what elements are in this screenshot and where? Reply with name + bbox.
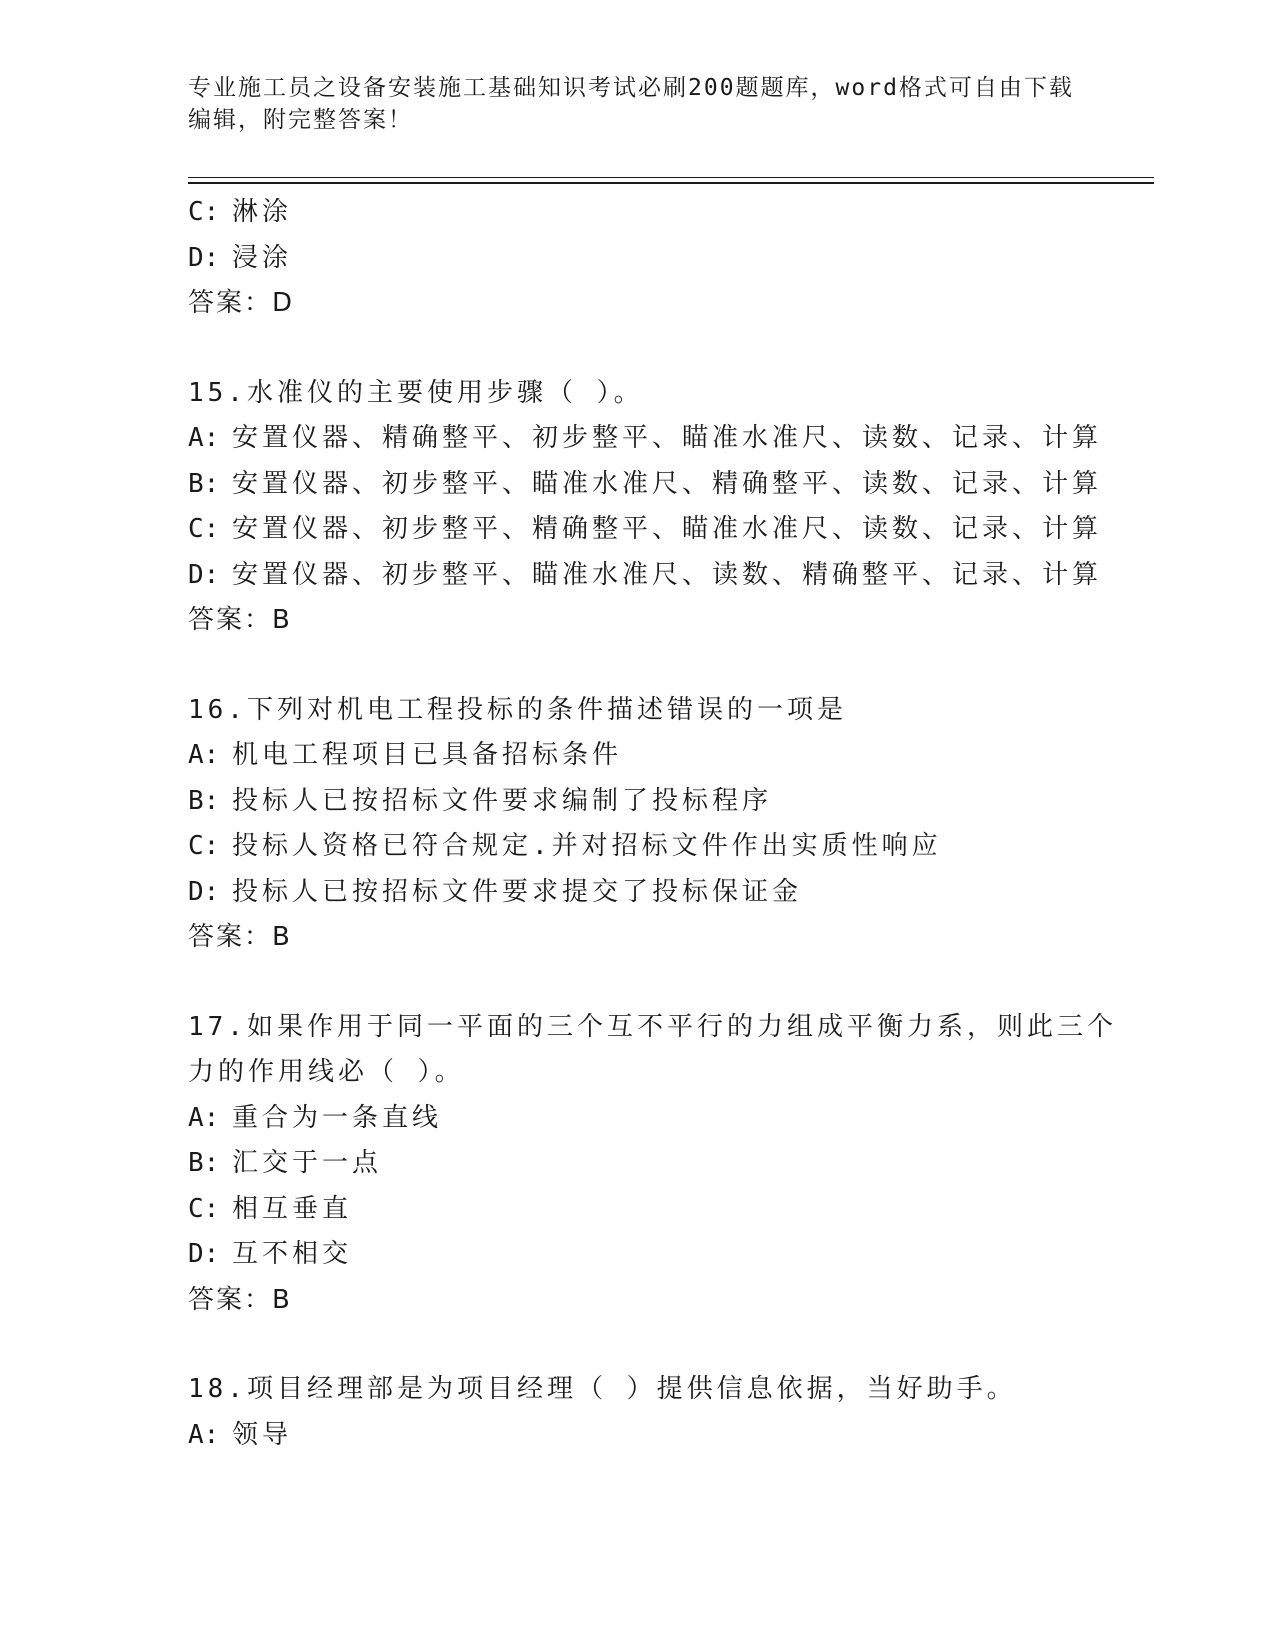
option-d xyxy=(188,1232,1088,1278)
question-text: 18.项目经理部是为项目经理（ ）提供信息依据，当好助手。 xyxy=(188,1374,1017,1404)
option-text: 相互垂直 xyxy=(232,1193,353,1224)
option-text: 安置仪器、初步整平、瞄准水准尺、读数、精确整平、记录、计算 xyxy=(232,559,1103,590)
option-key: D: xyxy=(188,876,220,907)
option-text: 浸涂 xyxy=(232,242,293,273)
option-a xyxy=(188,733,1088,779)
option-key: A: xyxy=(188,1102,220,1133)
question-block-16 xyxy=(188,688,1088,961)
option-text: 安置仪器、精确整平、初步整平、瞄准水准尺、读数、记录、计算 xyxy=(232,423,1103,453)
option-key: D: xyxy=(188,1239,220,1269)
option-c xyxy=(188,1187,1088,1233)
option-key: A: xyxy=(188,740,220,770)
question-text-line1: 17.如果作用于同一平面的三个互不平行的力组成平衡力系，则此三个 xyxy=(188,1011,1117,1042)
answer-line: 答案：B xyxy=(188,605,292,635)
option-b xyxy=(188,779,1088,825)
header-divider-thin xyxy=(188,177,1154,178)
question-block-14 xyxy=(188,190,1088,327)
option-a xyxy=(188,1413,1088,1459)
option-text: 机电工程项目已具备招标条件 xyxy=(232,740,623,770)
spacer xyxy=(188,327,1088,371)
option-key: D: xyxy=(188,242,220,273)
answer-line: 答案：D xyxy=(188,288,295,318)
header-title-line2: 编辑，附完整答案！ xyxy=(188,107,413,133)
option-b xyxy=(188,1141,1088,1187)
option-text: 重合为一条直线 xyxy=(232,1102,443,1133)
option-c xyxy=(188,507,1103,553)
option-text: 投标人已按招标文件要求提交了投标保证金 xyxy=(232,876,803,907)
option-key: C: xyxy=(188,197,220,227)
option-text: 安置仪器、初步整平、精确整平、瞄准水准尺、读数、记录、计算 xyxy=(232,514,1103,544)
option-text: 互不相交 xyxy=(232,1239,353,1269)
option-text: 汇交于一点 xyxy=(232,1148,383,1178)
option-key: B: xyxy=(188,1148,220,1178)
spacer xyxy=(188,961,1088,1005)
option-key: D: xyxy=(188,559,220,590)
question-block-15 xyxy=(188,371,1103,644)
option-text: 安置仪器、初步整平、瞄准水准尺、精确整平、读数、记录、计算 xyxy=(232,468,1103,499)
spacer xyxy=(188,1323,1088,1367)
option-key: B: xyxy=(188,785,220,816)
option-key: C: xyxy=(188,1193,220,1224)
option-key: A: xyxy=(188,423,220,453)
option-text: 淋涂 xyxy=(232,197,293,227)
spacer xyxy=(188,644,1088,688)
option-key: B: xyxy=(188,468,220,499)
option-text: 领导 xyxy=(232,1419,293,1450)
question-text: 16.下列对机电工程投标的条件描述错误的一项是 xyxy=(188,694,847,725)
document-header xyxy=(188,72,1088,136)
question-block-17 xyxy=(188,1005,1117,1324)
option-key: C: xyxy=(188,831,220,861)
option-key: C: xyxy=(188,514,220,544)
question-list xyxy=(188,190,1117,1458)
option-c xyxy=(188,824,1088,870)
option-text: 投标人已按招标文件要求编制了投标程序 xyxy=(232,785,773,816)
header-title-line1: 专业施工员之设备安装施工基础知识考试必刷200题题库，word格式可自由下载 xyxy=(188,75,1074,101)
answer-line: 答案：B xyxy=(188,922,292,952)
option-d xyxy=(188,236,1088,282)
option-d xyxy=(188,870,1088,916)
option-text: 投标人资格已符合规定.并对招标文件作出实质性响应 xyxy=(232,831,942,861)
option-d xyxy=(188,553,1103,599)
question-text: 15.水准仪的主要使用步骤（ ）。 xyxy=(188,377,644,408)
option-key: A: xyxy=(188,1419,220,1450)
option-a xyxy=(188,416,1103,462)
header-divider-thick xyxy=(188,182,1154,184)
option-b xyxy=(188,462,1103,508)
question-block-18 xyxy=(188,1367,1088,1458)
question-text-line2: 力的作用线必（ ）。 xyxy=(188,1057,465,1087)
option-c xyxy=(188,190,1088,236)
answer-line: 答案：B xyxy=(188,1284,292,1315)
option-a xyxy=(188,1096,1088,1142)
